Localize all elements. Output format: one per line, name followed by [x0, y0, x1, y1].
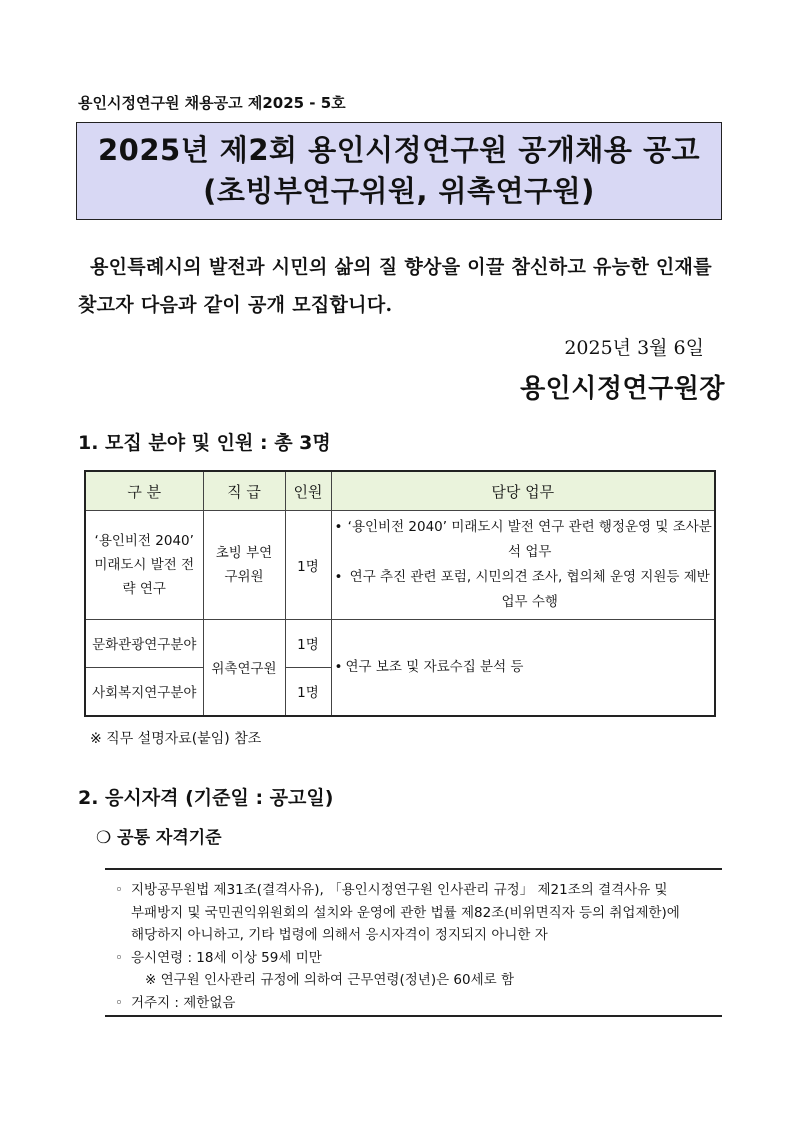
- table-row: [85, 511, 715, 619]
- item-text: 거주지 : 제한없음: [131, 994, 236, 1011]
- duty-text: 연구 보조 및 자료수집 분석 등: [345, 658, 524, 675]
- bullet: •: [334, 568, 343, 585]
- list-item: [115, 947, 722, 970]
- row1-category: ‘용인비전 2040’ 미래도시 발전 전략 연구: [85, 511, 203, 619]
- header-rank: 직 급: [203, 471, 285, 511]
- header-duties: 담당 업무: [331, 471, 715, 511]
- section-1-heading: 1. 모집 분야 및 인원 : 총 3명: [78, 432, 331, 454]
- row3-category: 사회복지연구분야: [85, 667, 203, 716]
- header-count: 인원: [285, 471, 331, 511]
- bullet: •: [334, 518, 343, 535]
- intro-paragraph: 용인특례시의 발전과 시민의 삶의 질 향상을 이끌 참신하고 유능한 인재를 찾고자 다음과 같이 공개 모집합니다.: [78, 256, 712, 316]
- bullet: •: [334, 658, 343, 675]
- signer: 용인시정연구원장: [520, 374, 725, 404]
- item-text: 응시연령 : 18세 이상 59세 미만: [131, 949, 322, 966]
- common-qualification-heading: ❍ 공통 자격기준: [96, 828, 222, 848]
- notice-number: 용인시정연구원 채용공고 제2025 - 5호: [78, 94, 346, 112]
- list-item-continuation: 해당하지 아니하고, 기타 법령에 의해서 응시자격이 정지되지 아니한 자: [131, 927, 548, 943]
- duty-item: [332, 515, 715, 565]
- duty-text: ‘용인비전 2040’ 미래도시 발전 연구 관련 행정운영 및 조사분석 업무: [347, 518, 712, 560]
- row3-count: 1명: [285, 667, 331, 716]
- duty-item: [332, 655, 715, 680]
- list-item: [115, 992, 722, 1015]
- shared-duty-cell: [331, 619, 715, 716]
- qualification-box: [105, 868, 722, 1017]
- announcement-date: 2025년 3월 6일: [564, 337, 704, 359]
- table-note: ※ 직무 설명자료(붙임) 참조: [90, 731, 262, 747]
- section-2-heading: 2. 응시자격 (기준일 : 공고일): [78, 787, 334, 809]
- page-title: 2025년 제2회 용인시정연구원 공개채용 공고: [97, 133, 700, 167]
- title-box: [76, 122, 722, 220]
- table-header-row: [85, 471, 715, 511]
- header-category: 구 분: [85, 471, 203, 511]
- duty-text: 연구 추진 관련 포럼, 시민의견 조사, 협의체 운영 지원등 제반 업무 수행: [349, 568, 710, 610]
- marker: ◦: [115, 949, 123, 966]
- row1-duties: [331, 511, 715, 619]
- list-item-note: ※ 연구원 인사관리 규정에 의하여 근무연령(정년)은 60세로 함: [145, 972, 515, 988]
- row2-category: 문화관광연구분야: [85, 619, 203, 667]
- list-item-continuation: 부패방지 및 국민권익위원회의 설치와 운영에 관한 법률 제82조(비위면직자 등의 취업제한)에: [131, 904, 680, 921]
- duty-item: [332, 565, 715, 615]
- list-item: [115, 879, 722, 902]
- marker: ◦: [115, 994, 123, 1011]
- table-row: [85, 619, 715, 667]
- row1-rank: 초빙 부연구위원: [203, 511, 285, 619]
- item-text: 지방공무원법 제31조(결격사유), 「용인시정연구원 인사관리 규정」 제21조의 결격사유 및: [131, 882, 668, 898]
- page-subtitle: (초빙부연구위원, 위촉연구원): [203, 174, 595, 208]
- shared-rank: 위촉연구원: [203, 619, 285, 716]
- row1-count: 1명: [285, 511, 331, 619]
- marker: ◦: [115, 882, 123, 898]
- recruitment-table: [84, 470, 716, 717]
- row2-count: 1명: [285, 619, 331, 667]
